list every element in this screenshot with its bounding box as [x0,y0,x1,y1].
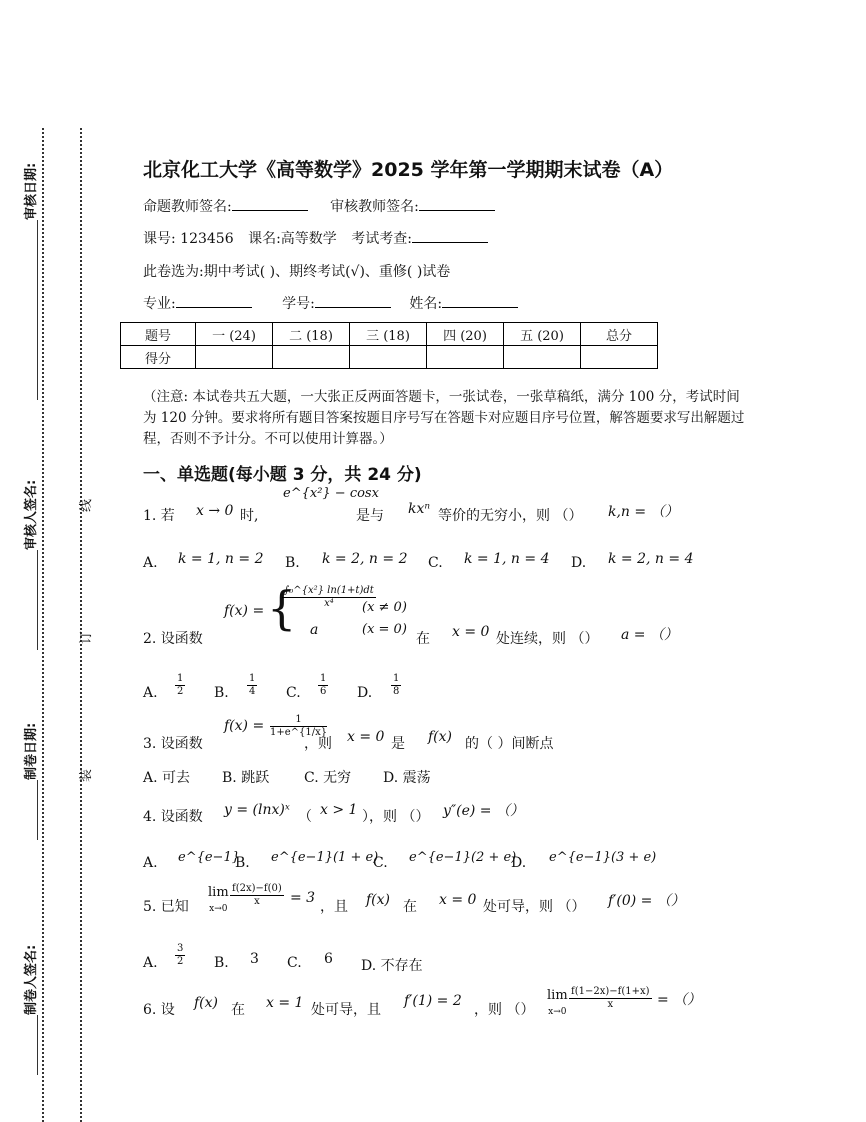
q3-opt-a: A. 可去 [143,770,191,786]
q2-opt-b-frac [247,673,257,698]
frac-num: f(2x)−f(0) [232,883,282,894]
score-cell: 二 (18) [273,323,350,346]
q4-opt-b-val: e^{e−1}(1 + e) [271,850,379,865]
section-1-title: 一、单选题(每小题 3 分，共 24 分) [143,465,422,485]
major-label: 专业: [143,296,176,312]
lim-text: lim [547,988,568,1003]
name-blank[interactable] [442,293,518,308]
reviewer-blank[interactable] [419,196,495,211]
q6-ask: = （） [657,992,702,1008]
q1-opt-d: D. [571,555,587,571]
frac-den: 8 [393,686,400,697]
score-input[interactable] [350,346,427,369]
q4-opt-d: D. [511,855,527,871]
reviewer-sign-label: 审核人签名: [20,480,39,650]
major-blank[interactable] [176,293,252,308]
page-title: 北京化工大学《高等数学》2025 学年第一学期期末试卷（A） [143,159,674,181]
binding-line-outer [42,128,44,1122]
frac-den: 6 [320,686,327,697]
q5-fx: f(x) [366,892,391,908]
score-header-row [121,323,658,346]
notice: （注意: 本试卷共五大题，一大张正反两面答题卡，一张试卷，一张草稿纸，满分 100 分，考试时间为 120 分钟。要求将所有题目答案按题目序号写在答题卡对应题目序号位置，解答题要求写出解题过程，否则不予计分。不可以使用计算器。） [143,389,745,447]
frac-den: 2 [177,686,184,697]
q3-text: 的（ ）间断点 [465,736,554,752]
q1-opt-d-val: k = 2, n = 4 [608,551,694,567]
lim-sub: x→0 [548,1007,567,1017]
course-row [143,228,488,248]
q5-opt-a: A. [143,955,158,971]
score-input[interactable] [196,346,273,369]
q1-opt-a: A. [143,555,158,571]
q2-opt-a-frac [175,673,185,698]
q6-text: 处可导，且 [311,1002,381,1018]
q2-cond2: (x = 0) [362,622,407,637]
q4-opt-a: A. [143,855,158,871]
exam-choice: 此卷选为:期中考试( )、期终考试(√)、重修( )试卷 [143,264,451,280]
q1-shi: 时, [240,508,259,524]
q3-opt-d: D. 震荡 [383,770,431,786]
binding-line-inner [80,128,82,1122]
course-no: 课号: 123456 [143,231,234,247]
proposer-label: 命题教师签名: [143,199,232,215]
q5-qie: ，且 [320,899,348,915]
q5-opt-b: B. [214,955,229,971]
name-label: 姓名: [409,296,443,312]
q5-frac [230,883,284,908]
q2-cond1: (x ≠ 0) [362,600,407,615]
q2-integral-den: x⁴ [324,598,334,609]
score-input[interactable] [427,346,504,369]
frac-den: 4 [249,686,256,697]
frac-den: 1+e^{1/x} [270,727,328,738]
q6-x1: x = 1 [266,995,304,1011]
review-date-label: 审核日期: [20,163,39,400]
q2-text: 处连续，则 （） [496,631,599,647]
q6-fx: f(x) [194,995,219,1011]
score-cell: 得分 [121,346,196,369]
q2-x0: x = 0 [452,624,490,640]
frac-den: x [607,999,614,1010]
q6-num: 6. 设 [143,1002,175,1018]
q6-ze: ，则 （） [474,1002,535,1018]
frac-den: 2 [177,956,184,967]
id-label: 学号: [282,296,315,312]
q1-ask: k,n = （） [608,504,679,520]
q3-opt-b: B. 跳跃 [222,770,270,786]
q4-opt-c: C. [373,855,388,871]
student-row [143,293,518,313]
q5-x0: x = 0 [439,892,477,908]
zhuang-char: 装 [79,768,95,783]
score-value-row [121,346,658,369]
q3-num: 3. 设函数 [143,736,203,752]
q6-frac [569,986,652,1011]
q2-opt-d: D. [357,685,373,701]
q4-opt-c-val: e^{e−1}(2 + e) [409,850,517,865]
score-cell: 一 (24) [196,323,273,346]
exam-type-blank[interactable] [412,228,488,243]
q5-opt-a-frac [175,943,185,968]
q3-opt-c: C. 无穷 [304,770,352,786]
q2-fx: f(x) = [224,603,265,619]
q1-num: 1. 若 [143,508,175,524]
q2-brace: { [267,581,297,635]
q2-opt-d-frac [391,673,401,698]
q5-num: 5. 已知 [143,899,189,915]
bind-char: 订 [79,630,95,645]
maker-sign-label: 制卷人签名: [20,945,39,1075]
frac-num: 1 [270,714,327,727]
score-cell: 总分 [581,323,658,346]
q1-text2: 是与 [356,508,384,524]
q4-opt-d-val: e^{e−1}(3 + e) [549,850,657,865]
q2-zai: 在 [416,631,430,647]
q3-x0: x = 0 [347,729,385,745]
lim-text: lim [208,885,229,900]
q5-opt-c-val: 6 [324,951,333,967]
q4-expr: y = (lnx)ˣ [224,802,290,818]
q5-opt-b-val: 3 [250,951,259,967]
frac-den: x [254,896,260,907]
score-table [120,322,658,369]
frac-num: 1 [177,673,184,684]
q5-lim [208,885,229,915]
exam-type-label: 考试考查: [351,231,412,247]
q2-opt-a: A. [143,685,158,701]
q4-ask: y″(e) = （） [443,803,524,819]
q6-f1: f′(1) = 2 [404,993,462,1009]
score-input[interactable] [273,346,350,369]
line-char: 线 [79,498,95,513]
frac-num: 3 [177,943,184,954]
q4-opt-a-val: e^{e−1} [178,850,240,865]
q1-opt-b: B. [285,555,300,571]
course-name: 课名:高等数学 [248,231,337,247]
q1-opt-c: C. [428,555,443,571]
q3-fx: f(x) = [224,718,265,734]
q2-ask: a = （） [621,627,678,643]
q5-zai: 在 [403,899,417,915]
q1-cond: x → 0 [196,503,234,519]
q2-opt-c-frac [318,673,328,698]
q4-opt-b: B. [235,855,250,871]
q3-shi: 是 [391,736,405,752]
q2-num: 2. 设函数 [143,631,203,647]
q2-opt-c: C. [286,685,301,701]
reviewer-label: 审核教师签名: [330,199,419,215]
score-input[interactable] [581,346,658,369]
q6-zai: 在 [231,1002,245,1018]
q3-fx2: f(x) [428,729,453,745]
score-input[interactable] [504,346,581,369]
score-cell: 题号 [121,323,196,346]
frac-num: 1 [249,673,256,684]
proposer-blank[interactable] [232,196,308,211]
q2-integral-num: ∫₀^{x²} ln(1+t)dt [284,585,374,596]
q5-opt-c: C. [287,955,302,971]
id-blank[interactable] [315,293,391,308]
q2-opt-b: B. [214,685,229,701]
lim-sub: x→0 [209,904,228,914]
score-cell: 五 (20) [504,323,581,346]
proposer-row [143,196,495,216]
q6-lim [547,988,568,1018]
q4-cond: x > 1 [320,802,358,818]
q5-text: 处可导，则 （） [483,899,586,915]
make-date-label: 制卷日期: [20,723,39,840]
frac-num: 1 [393,673,400,684]
q1-opt-b-val: k = 2, n = 2 [322,551,408,567]
score-cell: 三 (18) [350,323,427,346]
q2-a: a [310,622,319,638]
q5-eq: = 3 [290,890,316,906]
frac-num: f(1−2x)−f(1+x) [571,986,650,997]
q4-paren: （ [298,809,312,825]
score-cell: 四 (20) [427,323,504,346]
q1-text3: 等价的无穷小，则 （） [438,508,583,524]
q1-opt-a-val: k = 1, n = 2 [178,551,264,567]
q5-opt-d: D. 不存在 [361,958,423,974]
q3-ze: ，则 [304,736,332,752]
q1-expr: e^{x²} − cosx [283,486,379,501]
q4-num: 4. 设函数 [143,809,203,825]
q4-ze: ），则 （） [362,809,430,825]
q5-ask: f′(0) = （） [608,893,685,909]
q1-opt-c-val: k = 1, n = 4 [464,551,550,567]
frac-num: 1 [320,673,327,684]
q1-knx: kxⁿ [408,501,431,517]
